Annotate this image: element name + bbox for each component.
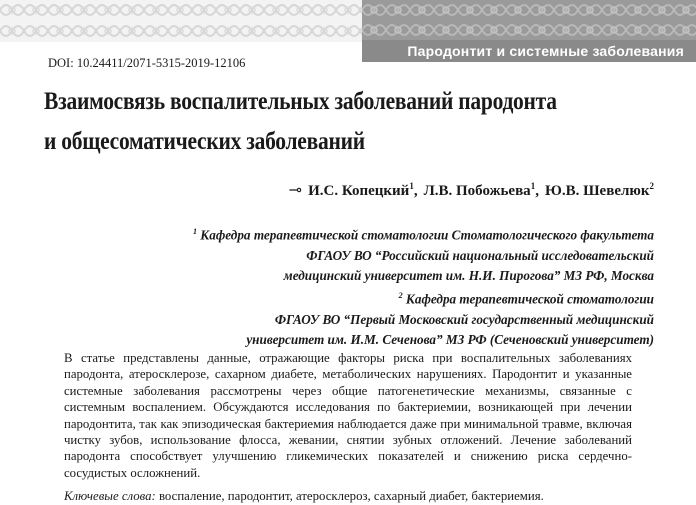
title-line-1: Взаимосвязь воспалительных заболеваний пародонта — [44, 88, 557, 115]
abstract: В статье представлены данные, отражающие факторы риска при воспалительных заболеваниях пародонта, атеросклерозе, сахарном диабете, метаболических нарушениях. Пародонтит и указанные системные заболевания рассмотрены через общие патогенетические механизмы, связанные с системным воспалением. Обсуждаются исследования по бактериемии, возникающей при лечении пародонтита, так как эпизодическая бактериемия наблюдается даже при минимальной травме, включая чистку зубов, использование флосса, жевании, снятии зубных отложений. Лечение заболеваний пародонта способствует улучшению гликемических показателей и снижению риска сердечно-сосудистых осложнений. — [64, 351, 632, 480]
author: Л.В. Побожьева$^1$, — [423, 180, 539, 199]
affiliation-line: ФГАОУ ВО “Первый Московский государственный медицинский — [274, 311, 654, 327]
affiliation-line: $^2$ Кафедра терапевтической стоматологии — [398, 291, 654, 307]
section-header-pattern — [362, 0, 696, 40]
ornament-icon: ⊸ — [288, 182, 303, 199]
authors-line — [289, 180, 654, 200]
doi-text: DOI: 10.24411/2071-5315-2019-12106 — [48, 56, 246, 70]
article-title — [44, 82, 577, 162]
keywords-label: Ключевые слова: — [64, 489, 156, 503]
affiliation-line: медицинский университет им. Н.И. Пирогова” МЗ РФ, Москва — [283, 267, 654, 283]
affiliation-line: $^1$ Кафедра терапевтической стоматологии Стоматологического факультета — [193, 227, 654, 243]
keywords-list: воспаление, пародонтит, атеросклероз, сахарный диабет, бактериемия. — [155, 489, 544, 503]
keywords — [64, 488, 664, 504]
affiliations — [54, 222, 654, 350]
affiliation-line: ФГАОУ ВО “Российский национальный исследовательский — [306, 247, 654, 263]
affiliation-line: университет им. И.М. Сеченова” МЗ РФ (Сеченовский университет) — [246, 331, 654, 347]
author: И.С. Копецкий$^1$, — [308, 180, 418, 199]
section-label: Пародонтит и системные заболевания — [362, 40, 696, 62]
title-line-2: и общесоматических заболеваний — [44, 128, 365, 155]
author: Ю.В. Шевелюк$^2$ — [544, 180, 654, 199]
